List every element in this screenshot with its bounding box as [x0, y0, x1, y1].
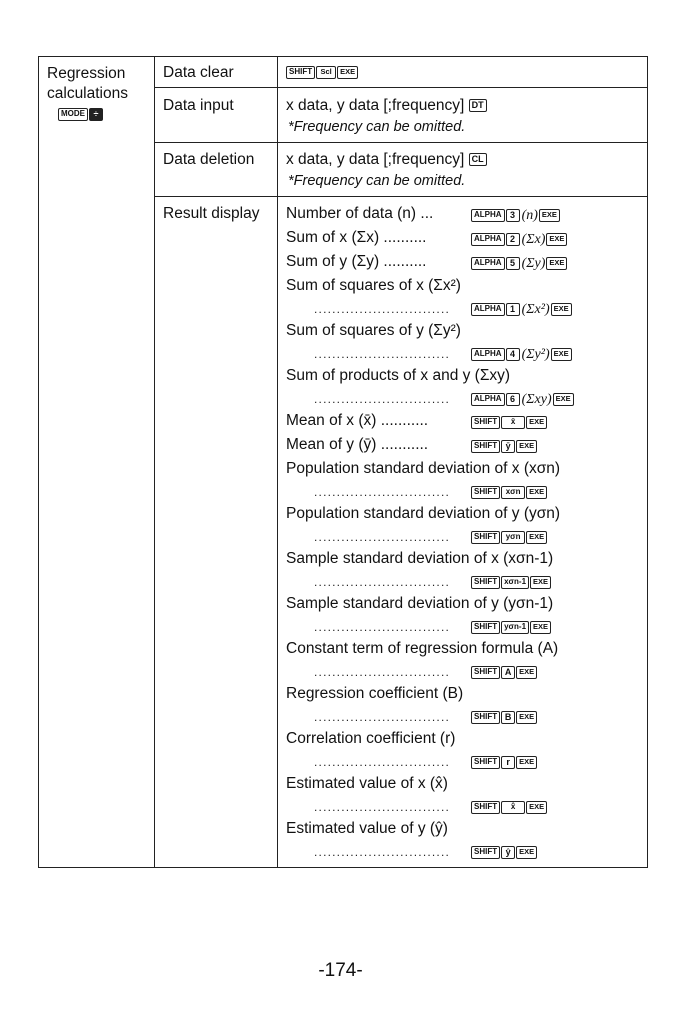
- result-item-text: Sum of y (Σy) ..........: [286, 253, 427, 270]
- scl-key-icon: Scl: [316, 66, 336, 79]
- result-item-keys: [471, 438, 538, 456]
- shift-key-icon: SHIFT: [471, 846, 500, 859]
- shift-key-icon: SHIFT: [471, 801, 500, 814]
- exe-key-icon: EXE: [516, 440, 537, 453]
- shift-key-icon: SHIFT: [471, 711, 500, 724]
- leader-dots: ..............................: [314, 485, 451, 499]
- exe-key-icon: EXE: [551, 348, 572, 361]
- function-key-icon: x̂: [501, 801, 525, 814]
- result-item-keys: [471, 664, 538, 682]
- function-key-icon: r: [501, 756, 515, 769]
- column-divider-2: [277, 57, 278, 867]
- shift-key-icon: SHIFT: [471, 576, 500, 589]
- alpha-key-icon: ALPHA: [471, 233, 505, 246]
- shift-key-icon: SHIFT: [471, 666, 500, 679]
- result-item-text: Estimated value of y (ŷ): [286, 820, 448, 837]
- exe-key-icon: EXE: [530, 576, 551, 589]
- result-item-keys: [471, 754, 538, 772]
- alpha-key-icon: ALPHA: [471, 209, 505, 222]
- data-input-text: x data, y data [;frequency] DT: [286, 97, 488, 115]
- function-key-icon: yσn-1: [501, 621, 529, 634]
- function-key-icon: 5: [506, 257, 520, 270]
- function-key-icon: 1: [506, 303, 520, 316]
- function-key-icon: 2: [506, 233, 520, 246]
- display-symbol: (Σy²): [521, 346, 550, 362]
- data-deletion-note: *Frequency can be omitted.: [288, 173, 466, 189]
- result-item-text: Mean of x (x̄) ...........: [286, 412, 429, 429]
- leader-dots: ..............................: [314, 755, 451, 769]
- result-item-text: Population standard deviation of y (yσn): [286, 505, 561, 522]
- shift-key-icon: SHIFT: [471, 621, 500, 634]
- result-item-keys: [471, 301, 573, 319]
- leader-dots: ..............................: [314, 347, 451, 361]
- shift-key-icon: SHIFT: [471, 440, 500, 453]
- result-item-keys: [471, 391, 575, 409]
- result-item-text: Population standard deviation of x (xσn): [286, 460, 561, 477]
- leader-dots: ..............................: [314, 575, 451, 589]
- shift-key-icon: SHIFT: [471, 756, 500, 769]
- page-number: -174-: [318, 960, 363, 981]
- exe-key-icon: EXE: [546, 233, 567, 246]
- exe-key-icon: EXE: [551, 303, 572, 316]
- display-symbol: (Σx²): [521, 301, 550, 317]
- display-symbol: (Σx): [521, 231, 546, 247]
- result-item-keys: [471, 207, 561, 225]
- exe-key-icon: EXE: [553, 393, 574, 406]
- function-key-icon: x̄: [501, 416, 525, 429]
- function-key-icon: ȳ: [501, 440, 515, 453]
- row-label-data-input: Data input: [163, 97, 234, 114]
- section-title-line2: calculations: [47, 85, 128, 102]
- row-label-data-clear: Data clear: [163, 64, 234, 81]
- alpha-key-icon: ALPHA: [471, 303, 505, 316]
- row-label-result-display: Result display: [163, 205, 260, 222]
- result-item-text: Sample standard deviation of x (xσn-1): [286, 550, 554, 567]
- column-divider-1: [154, 57, 155, 867]
- leader-dots: ..............................: [314, 710, 451, 724]
- display-symbol: (Σy): [521, 255, 546, 271]
- exe-key-icon: EXE: [526, 531, 547, 544]
- shift-key-icon: SHIFT: [471, 486, 500, 499]
- alpha-key-icon: ALPHA: [471, 348, 505, 361]
- result-item-text: Number of data (n) ...: [286, 205, 434, 222]
- shift-key-icon: SHIFT: [471, 531, 500, 544]
- function-key-icon: 6: [506, 393, 520, 406]
- result-item-keys: [471, 619, 552, 637]
- exe-key-icon: EXE: [516, 666, 537, 679]
- leader-dots: ..............................: [314, 302, 451, 316]
- shift-key-icon: SHIFT: [286, 66, 315, 79]
- result-display-list: [286, 57, 646, 867]
- result-item-keys: [471, 529, 548, 547]
- function-key-icon: 4: [506, 348, 520, 361]
- exe-key-icon: EXE: [539, 209, 560, 222]
- divide-key-icon: ÷: [89, 108, 103, 121]
- result-item-keys: [471, 255, 568, 273]
- leader-dots: ..............................: [314, 530, 451, 544]
- data-input-note: *Frequency can be omitted.: [288, 119, 466, 135]
- function-key-icon: xσn: [501, 486, 525, 499]
- mode-key-icon: MODE: [58, 108, 88, 121]
- result-item-text: Sum of squares of x (Σx²): [286, 277, 461, 294]
- regression-table: [38, 56, 648, 868]
- display-symbol: (n): [521, 207, 538, 223]
- exe-key-icon: EXE: [530, 621, 551, 634]
- exe-key-icon: EXE: [516, 711, 537, 724]
- function-key-icon: B: [501, 711, 515, 724]
- result-item-text: Correlation coefficient (r): [286, 730, 456, 747]
- result-item-keys: [471, 844, 538, 862]
- result-item-text: Mean of y (ȳ) ...........: [286, 436, 429, 453]
- result-item-text: Sample standard deviation of y (yσn-1): [286, 595, 554, 612]
- row-label-data-deletion: Data deletion: [163, 151, 255, 168]
- alpha-key-icon: ALPHA: [471, 393, 505, 406]
- result-item-text: Constant term of regression formula (A): [286, 640, 559, 657]
- leader-dots: ..............................: [314, 620, 451, 634]
- function-key-icon: xσn-1: [501, 576, 529, 589]
- leader-dots: ..............................: [314, 845, 451, 859]
- result-item-keys: [471, 709, 538, 727]
- exe-key-icon: EXE: [337, 66, 358, 79]
- exe-key-icon: EXE: [516, 846, 537, 859]
- result-item-text: Sum of products of x and y (Σxy): [286, 367, 511, 384]
- function-key-icon: A: [501, 666, 515, 679]
- result-item-keys: [471, 414, 548, 432]
- result-item-text: Regression coefficient (B): [286, 685, 464, 702]
- result-item-keys: [471, 346, 573, 364]
- dt-key-icon: DT: [469, 99, 487, 112]
- cl-key-icon: CL: [469, 153, 487, 166]
- display-symbol: (Σxy): [521, 391, 552, 407]
- result-item-text: Estimated value of x (x̂): [286, 775, 448, 792]
- section-title-line1: Regression: [47, 65, 126, 82]
- alpha-key-icon: ALPHA: [471, 257, 505, 270]
- exe-key-icon: EXE: [526, 416, 547, 429]
- exe-key-icon: EXE: [516, 756, 537, 769]
- leader-dots: ..............................: [314, 800, 451, 814]
- result-item-text: Sum of x (Σx) ..........: [286, 229, 427, 246]
- result-item-text: Sum of squares of y (Σy²): [286, 322, 461, 339]
- section-mode-keys: [58, 106, 104, 124]
- result-item-keys: [471, 574, 552, 592]
- exe-key-icon: EXE: [526, 486, 547, 499]
- exe-key-icon: EXE: [526, 801, 547, 814]
- result-item-keys: [471, 484, 548, 502]
- function-key-icon: 3: [506, 209, 520, 222]
- result-item-keys: [471, 231, 568, 249]
- function-key-icon: ŷ: [501, 846, 515, 859]
- data-deletion-text: x data, y data [;frequency] CL: [286, 151, 488, 169]
- shift-key-icon: SHIFT: [471, 416, 500, 429]
- function-key-icon: yσn: [501, 531, 525, 544]
- leader-dots: ..............................: [314, 392, 451, 406]
- exe-key-icon: EXE: [546, 257, 567, 270]
- result-item-keys: [471, 799, 548, 817]
- leader-dots: ..............................: [314, 665, 451, 679]
